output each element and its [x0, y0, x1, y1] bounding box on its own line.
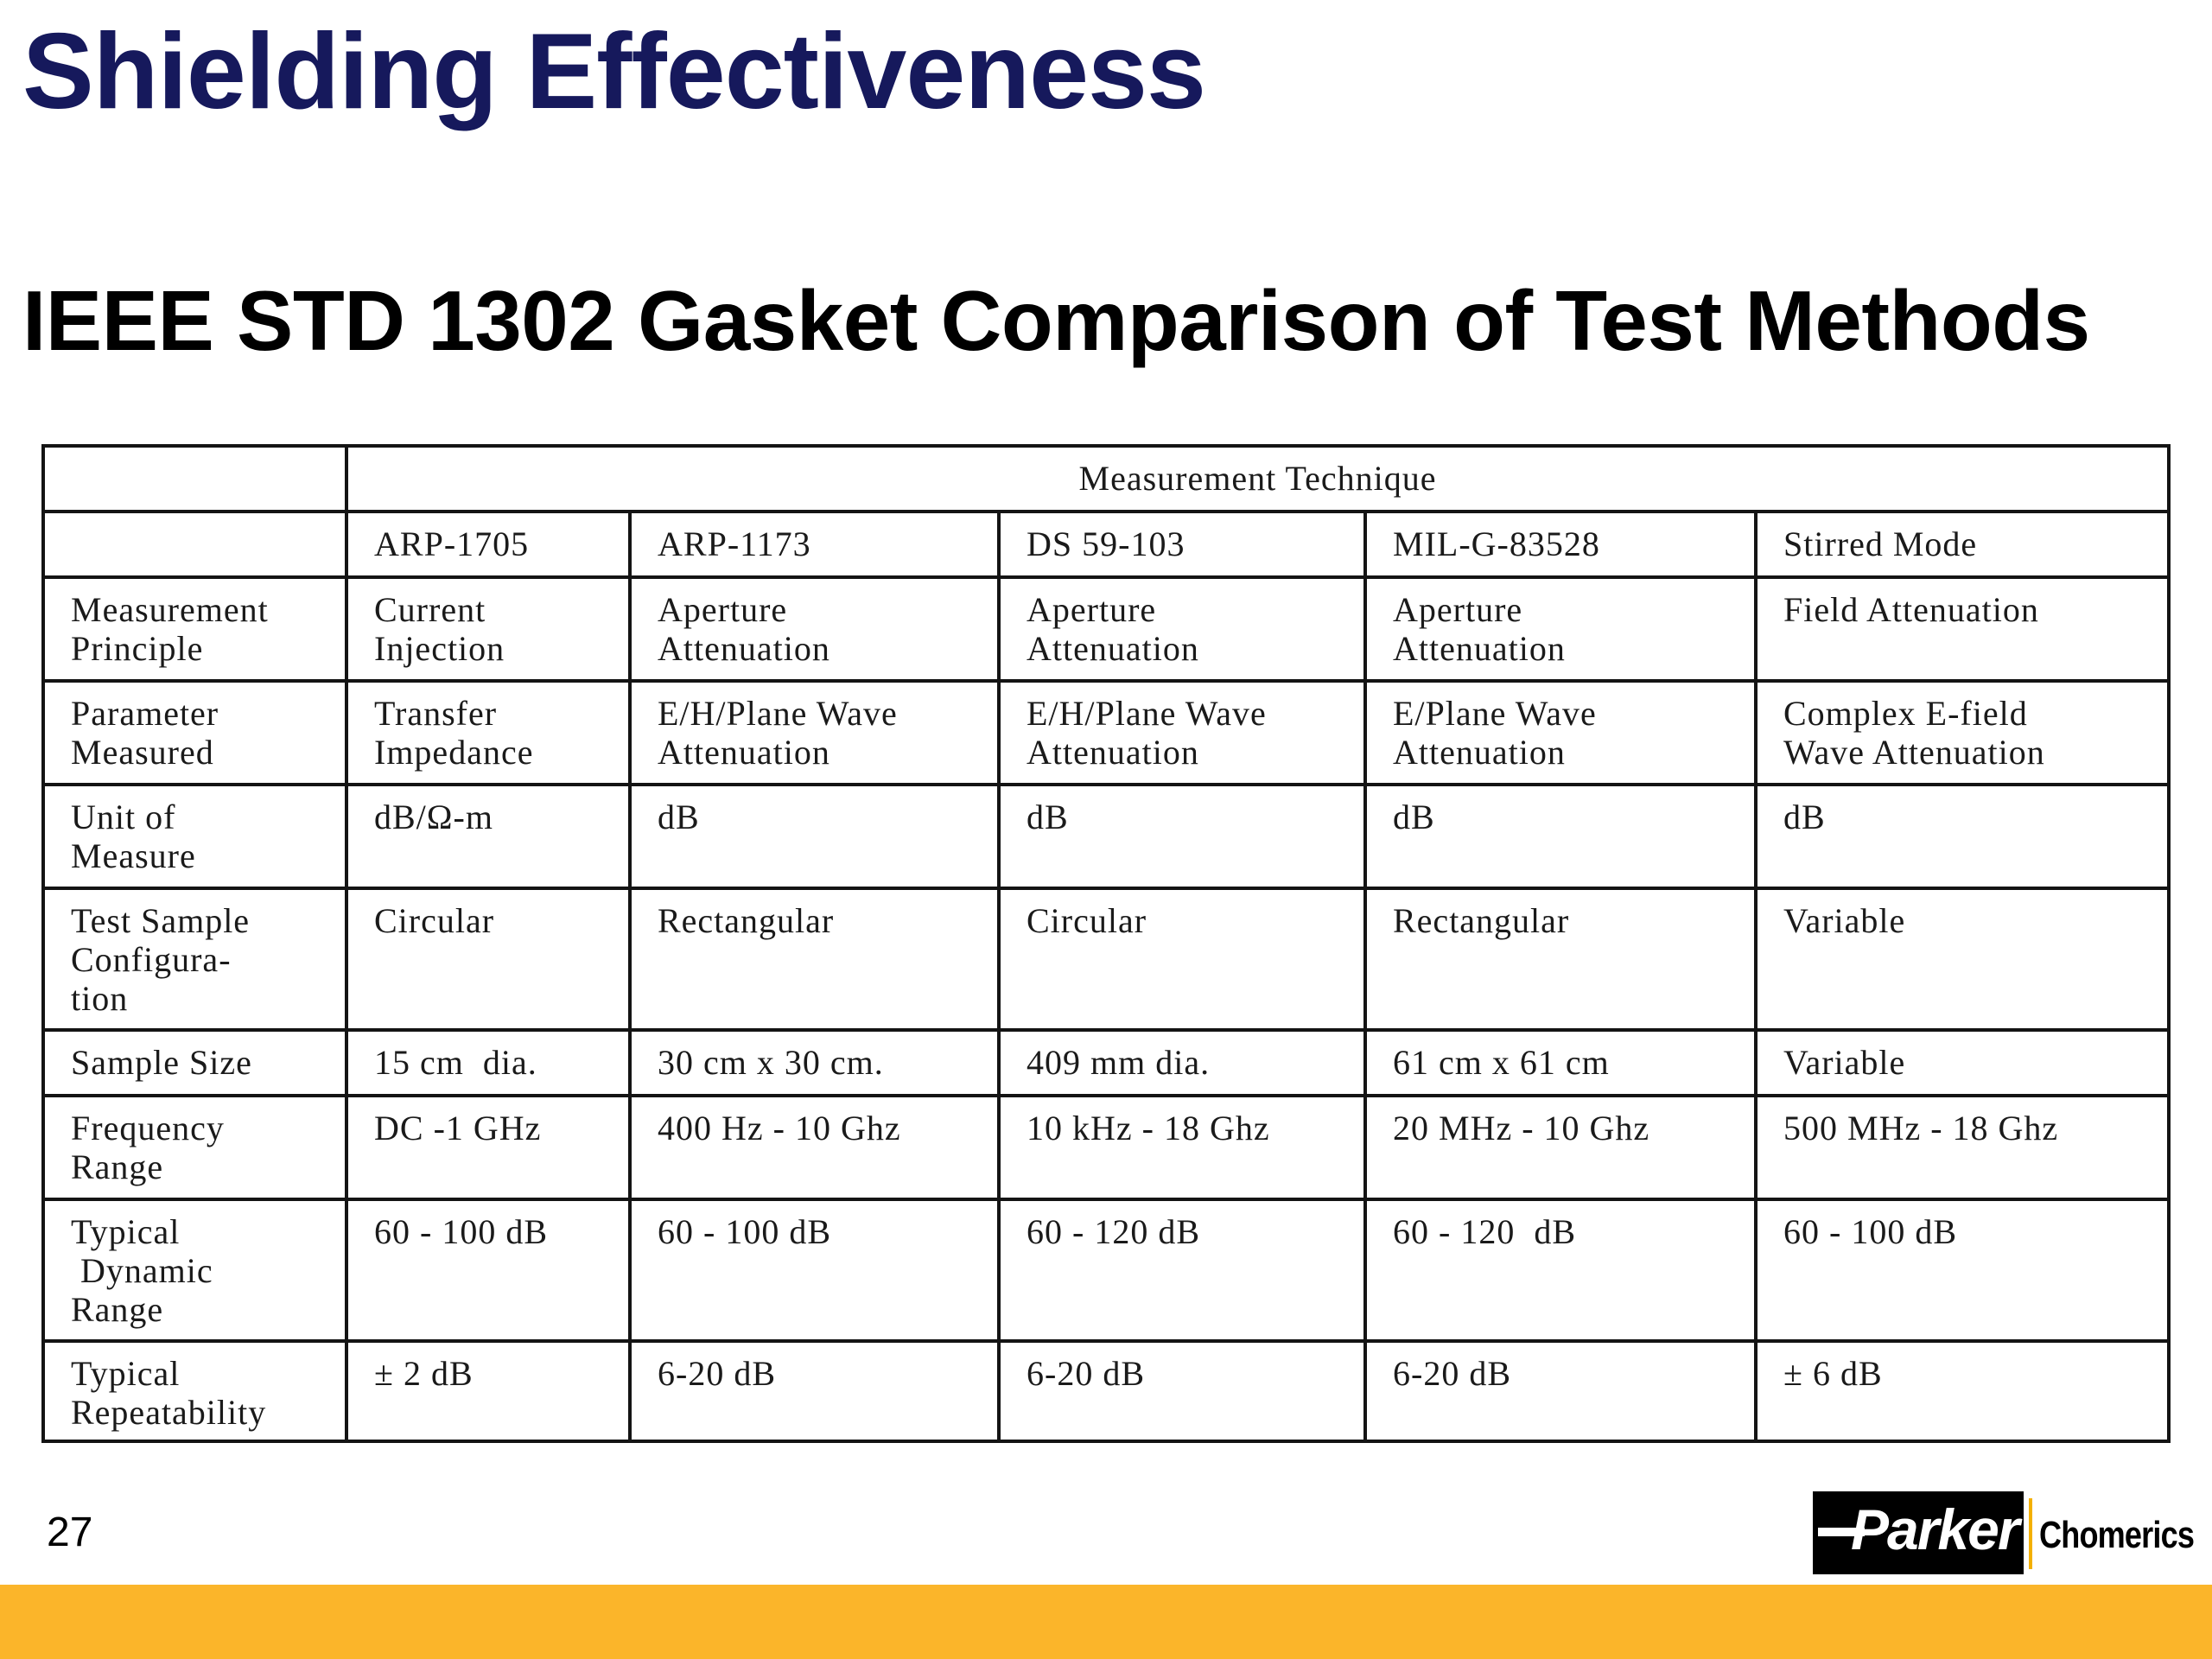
- table-cell: [630, 1030, 999, 1096]
- table-cell: [999, 577, 1365, 681]
- table-cell: [630, 1096, 999, 1199]
- cell-line: 60 - 100 dB: [1783, 1212, 1957, 1251]
- corner-cell-bottom: [43, 512, 346, 577]
- cell-line: 6-20 dB: [1393, 1354, 1511, 1393]
- cell-line: dB: [1027, 798, 1069, 836]
- table-cell: [630, 577, 999, 681]
- table-cell: [999, 888, 1365, 1030]
- table-cell: [999, 681, 1365, 785]
- cell-line: E/H/Plane Wave: [658, 694, 898, 733]
- row-label-line: Measure: [71, 836, 196, 875]
- row-label-line: Configura-: [71, 939, 232, 979]
- table-cell: [1756, 1341, 2169, 1441]
- cell-line: 60 - 120 dB: [1393, 1212, 1576, 1251]
- row-label-cell: [43, 1096, 346, 1199]
- cell-line: Variable: [1783, 1043, 1906, 1082]
- row-label-cell: [43, 1341, 346, 1441]
- cell-line: 500 MHz - 18 Ghz: [1783, 1109, 2059, 1147]
- table-cell: [1365, 1096, 1756, 1199]
- table-cell: [346, 888, 630, 1030]
- table-cell: [1756, 785, 2169, 888]
- row-label-cell: [43, 785, 346, 888]
- row-label-line: Measured: [71, 732, 214, 772]
- cell-line: 60 - 120 dB: [1027, 1212, 1200, 1251]
- table-cell: [346, 1030, 630, 1096]
- cell-line: Attenuation: [1393, 628, 1566, 668]
- cell-line: Circular: [374, 901, 495, 940]
- table-cell: [1365, 785, 1756, 888]
- table-cell: [999, 1199, 1365, 1341]
- cell-line: 10 kHz - 18 Ghz: [1027, 1109, 1270, 1147]
- row-label-cell: [43, 681, 346, 785]
- row-label-cell: [43, 888, 346, 1030]
- corner-cell-top: [43, 446, 346, 512]
- table-row: [43, 785, 2169, 888]
- table-cell: [346, 1199, 630, 1341]
- cell-line: Attenuation: [1027, 732, 1199, 772]
- footer-accent-bar: [0, 1585, 2212, 1659]
- table-cell: [1365, 1341, 1756, 1441]
- table-cell: [999, 1096, 1365, 1199]
- table-cell: [1756, 1096, 2169, 1199]
- table-cell: [630, 888, 999, 1030]
- row-label-cell: [43, 1030, 346, 1096]
- cell-line: 61 cm x 61 cm: [1393, 1043, 1610, 1082]
- cell-line: dB: [1393, 798, 1435, 836]
- cell-line: Variable: [1783, 901, 1906, 940]
- cell-line: 400 Hz - 10 Ghz: [658, 1109, 901, 1147]
- cell-line: Aperture: [658, 590, 788, 629]
- method-header: Stirred Mode: [1756, 512, 2169, 577]
- cell-line: Attenuation: [658, 732, 830, 772]
- table-cell: [1756, 577, 2169, 681]
- table-cell: [999, 1030, 1365, 1096]
- row-label-line: Frequency: [71, 1109, 225, 1147]
- row-label-line: Range: [71, 1147, 164, 1186]
- page-number: 27: [47, 1510, 93, 1555]
- method-header: DS 59-103: [999, 512, 1365, 577]
- table-cell: [999, 785, 1365, 888]
- method-header: ARP-1173: [630, 512, 999, 577]
- table-row: [43, 1030, 2169, 1096]
- table-cell: [1365, 1199, 1756, 1341]
- parker-chomerics-logo: [1813, 1491, 2193, 1574]
- slide-subtitle: IEEE STD 1302 Gasket Comparison of Test Methods: [22, 273, 2090, 368]
- method-header: MIL-G-83528: [1365, 512, 1756, 577]
- row-label-line: Typical: [71, 1354, 181, 1393]
- table-cell: [346, 1341, 630, 1441]
- logo-division-text: Chomerics: [2039, 1514, 2195, 1556]
- table-cell: [1365, 577, 1756, 681]
- cell-line: 60 - 100 dB: [374, 1212, 548, 1251]
- cell-line: E/Plane Wave: [1393, 694, 1597, 733]
- table-cell: [630, 785, 999, 888]
- table-cell: [346, 681, 630, 785]
- cell-line: Aperture: [1027, 590, 1157, 629]
- table-cell: [1756, 1199, 2169, 1341]
- cell-line: Attenuation: [1027, 628, 1199, 668]
- cell-line: Complex E-field: [1783, 694, 2028, 733]
- cell-line: Rectangular: [1393, 901, 1570, 940]
- group-header-row: [43, 446, 2169, 512]
- cell-line: 60 - 100 dB: [658, 1212, 831, 1251]
- row-label-line: Parameter: [71, 694, 219, 733]
- cell-line: Current: [374, 590, 486, 629]
- cell-line: Rectangular: [658, 901, 835, 940]
- slide-title: Shielding Effectiveness: [22, 12, 1205, 131]
- table-cell: [630, 1199, 999, 1341]
- test-methods-table: [41, 444, 2171, 1443]
- cell-line: 15 cm dia.: [374, 1043, 537, 1082]
- cell-line: Aperture: [1393, 590, 1523, 629]
- table-cell: [346, 785, 630, 888]
- row-label-line: Typical: [71, 1212, 181, 1251]
- row-label-line: Unit of: [71, 798, 176, 836]
- table-cell: [346, 577, 630, 681]
- row-label-line: Measurement: [71, 590, 269, 629]
- cell-line: Injection: [374, 628, 505, 668]
- table-cell: [1756, 1030, 2169, 1096]
- row-label-line: Test Sample: [71, 901, 251, 940]
- measurement-technique-header: Measurement Technique: [346, 446, 2169, 512]
- row-label-line: Range: [71, 1289, 164, 1329]
- logo-brand-text: Parker: [1851, 1497, 2018, 1561]
- cell-line: Impedance: [374, 732, 534, 772]
- methods-header-row: [43, 512, 2169, 577]
- table-row: [43, 888, 2169, 1030]
- cell-line: Attenuation: [658, 628, 830, 668]
- cell-line: dB/Ω-m: [374, 798, 493, 836]
- cell-line: ± 6 dB: [1783, 1354, 1883, 1393]
- cell-line: DC -1 GHz: [374, 1109, 542, 1147]
- cell-line: 6-20 dB: [658, 1354, 776, 1393]
- cell-line: Circular: [1027, 901, 1147, 940]
- cell-line: Transfer: [374, 694, 498, 733]
- method-header: ARP-1705: [346, 512, 630, 577]
- table-cell: [630, 1341, 999, 1441]
- row-label-line: Repeatability: [71, 1392, 267, 1432]
- table-cell: [346, 1096, 630, 1199]
- table-cell: [1365, 888, 1756, 1030]
- table-cell: [1756, 888, 2169, 1030]
- table-cell: [999, 1341, 1365, 1441]
- cell-line: ± 2 dB: [374, 1354, 474, 1393]
- cell-line: 6-20 dB: [1027, 1354, 1145, 1393]
- row-label-cell: [43, 1199, 346, 1341]
- row-label-line: Principle: [71, 628, 204, 668]
- table-row: [43, 681, 2169, 785]
- table-row: [43, 1341, 2169, 1441]
- table-row: [43, 1199, 2169, 1341]
- table-cell: [1756, 681, 2169, 785]
- row-label-line: tion: [71, 978, 129, 1018]
- cell-line: 409 mm dia.: [1027, 1043, 1211, 1082]
- cell-line: dB: [658, 798, 700, 836]
- row-label-cell: [43, 577, 346, 681]
- table-cell: [1365, 1030, 1756, 1096]
- table-row: [43, 1096, 2169, 1199]
- cell-line: E/H/Plane Wave: [1027, 694, 1267, 733]
- cell-line: dB: [1783, 798, 1826, 836]
- logo-divider: [2029, 1498, 2032, 1569]
- cell-line: Attenuation: [1393, 732, 1566, 772]
- row-label-line: Sample Size: [71, 1043, 252, 1082]
- table-row: [43, 577, 2169, 681]
- cell-line: 30 cm x 30 cm.: [658, 1043, 884, 1082]
- cell-line: Wave Attenuation: [1783, 732, 2045, 772]
- table-cell: [630, 681, 999, 785]
- comparison-table-wrap: [41, 444, 2167, 1443]
- table-body: [43, 577, 2169, 1441]
- table-cell: [1365, 681, 1756, 785]
- cell-line: 20 MHz - 10 Ghz: [1393, 1109, 1650, 1147]
- row-label-line: Dynamic: [71, 1250, 213, 1290]
- cell-line: Field Attenuation: [1783, 590, 2039, 629]
